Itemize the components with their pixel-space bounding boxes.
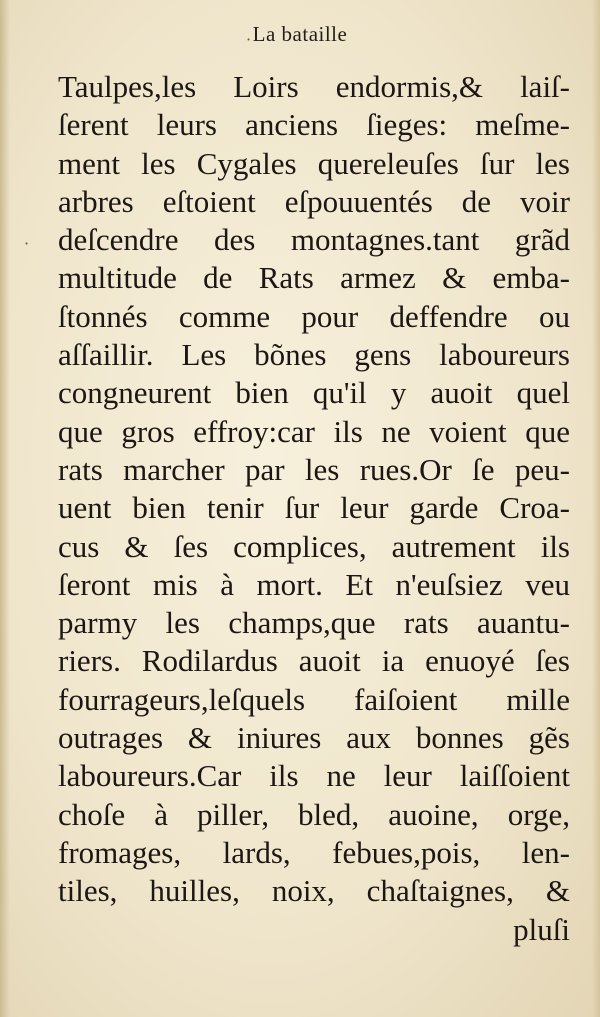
- text-line: uent bien tenir ſur leur garde Croa-: [58, 490, 570, 526]
- text-line: parmy les champs,que rats auantu-: [58, 605, 570, 641]
- ink-speck: ·: [24, 234, 30, 253]
- catchword: pluſi: [513, 911, 570, 947]
- text-line: cus & ſes complices, autrement ils: [58, 528, 570, 564]
- text-line: fromages, lards, febues,pois, len-: [58, 834, 570, 870]
- text-line: ſtonnés comme pour deffendre ou: [58, 298, 570, 334]
- text-line: laboureurs.Car ils ne leur laiſſoient: [58, 758, 570, 794]
- text-line: Taulpes,les Loirs endormis,& laiſ-: [58, 69, 570, 104]
- text-line: outrages & iniures aux bonnes gẽs: [58, 720, 570, 756]
- text-line: tiles, huilles, noix, chaſtaignes, &: [58, 873, 570, 909]
- text-line: aſſaillir. Les bõnes gens laboureurs: [58, 337, 570, 373]
- text-line: arbres eſtoient eſpouuentés de voir: [58, 183, 570, 219]
- text-line: riers. Rodilardus auoit ia enuoyé ſes: [58, 643, 570, 679]
- text-line: ſerent leurs anciens ſieges: meſme-: [58, 107, 570, 143]
- text-line: que gros effroy:car ils ne voient que: [58, 413, 570, 449]
- page-edge-shadow-right: [592, 0, 600, 1017]
- text-line: ment les Cygales querelеuſes ſur les: [58, 145, 570, 181]
- text-line: ſeront mis à mort. Et n'euſsiez veu: [58, 566, 570, 602]
- text-line: congneurent bien qu'il y auoit quel: [58, 375, 570, 411]
- text-line: deſcendre des montagnes.tant grãd: [58, 222, 570, 258]
- text-line: fourrageurs,leſquels faiſoient mille: [58, 681, 570, 717]
- text-line: multitude de Rats armez & emba-: [58, 260, 570, 296]
- ink-speck: ·: [246, 30, 252, 49]
- text-line: rats marcher par les rues.Or ſe peu-: [58, 451, 570, 487]
- text-line: choſe à piller, bled, auoine, orge,: [58, 796, 570, 832]
- body-text: [58, 68, 570, 949]
- running-head: La bataille: [252, 22, 348, 46]
- page-edge-shadow-left: [0, 0, 10, 1017]
